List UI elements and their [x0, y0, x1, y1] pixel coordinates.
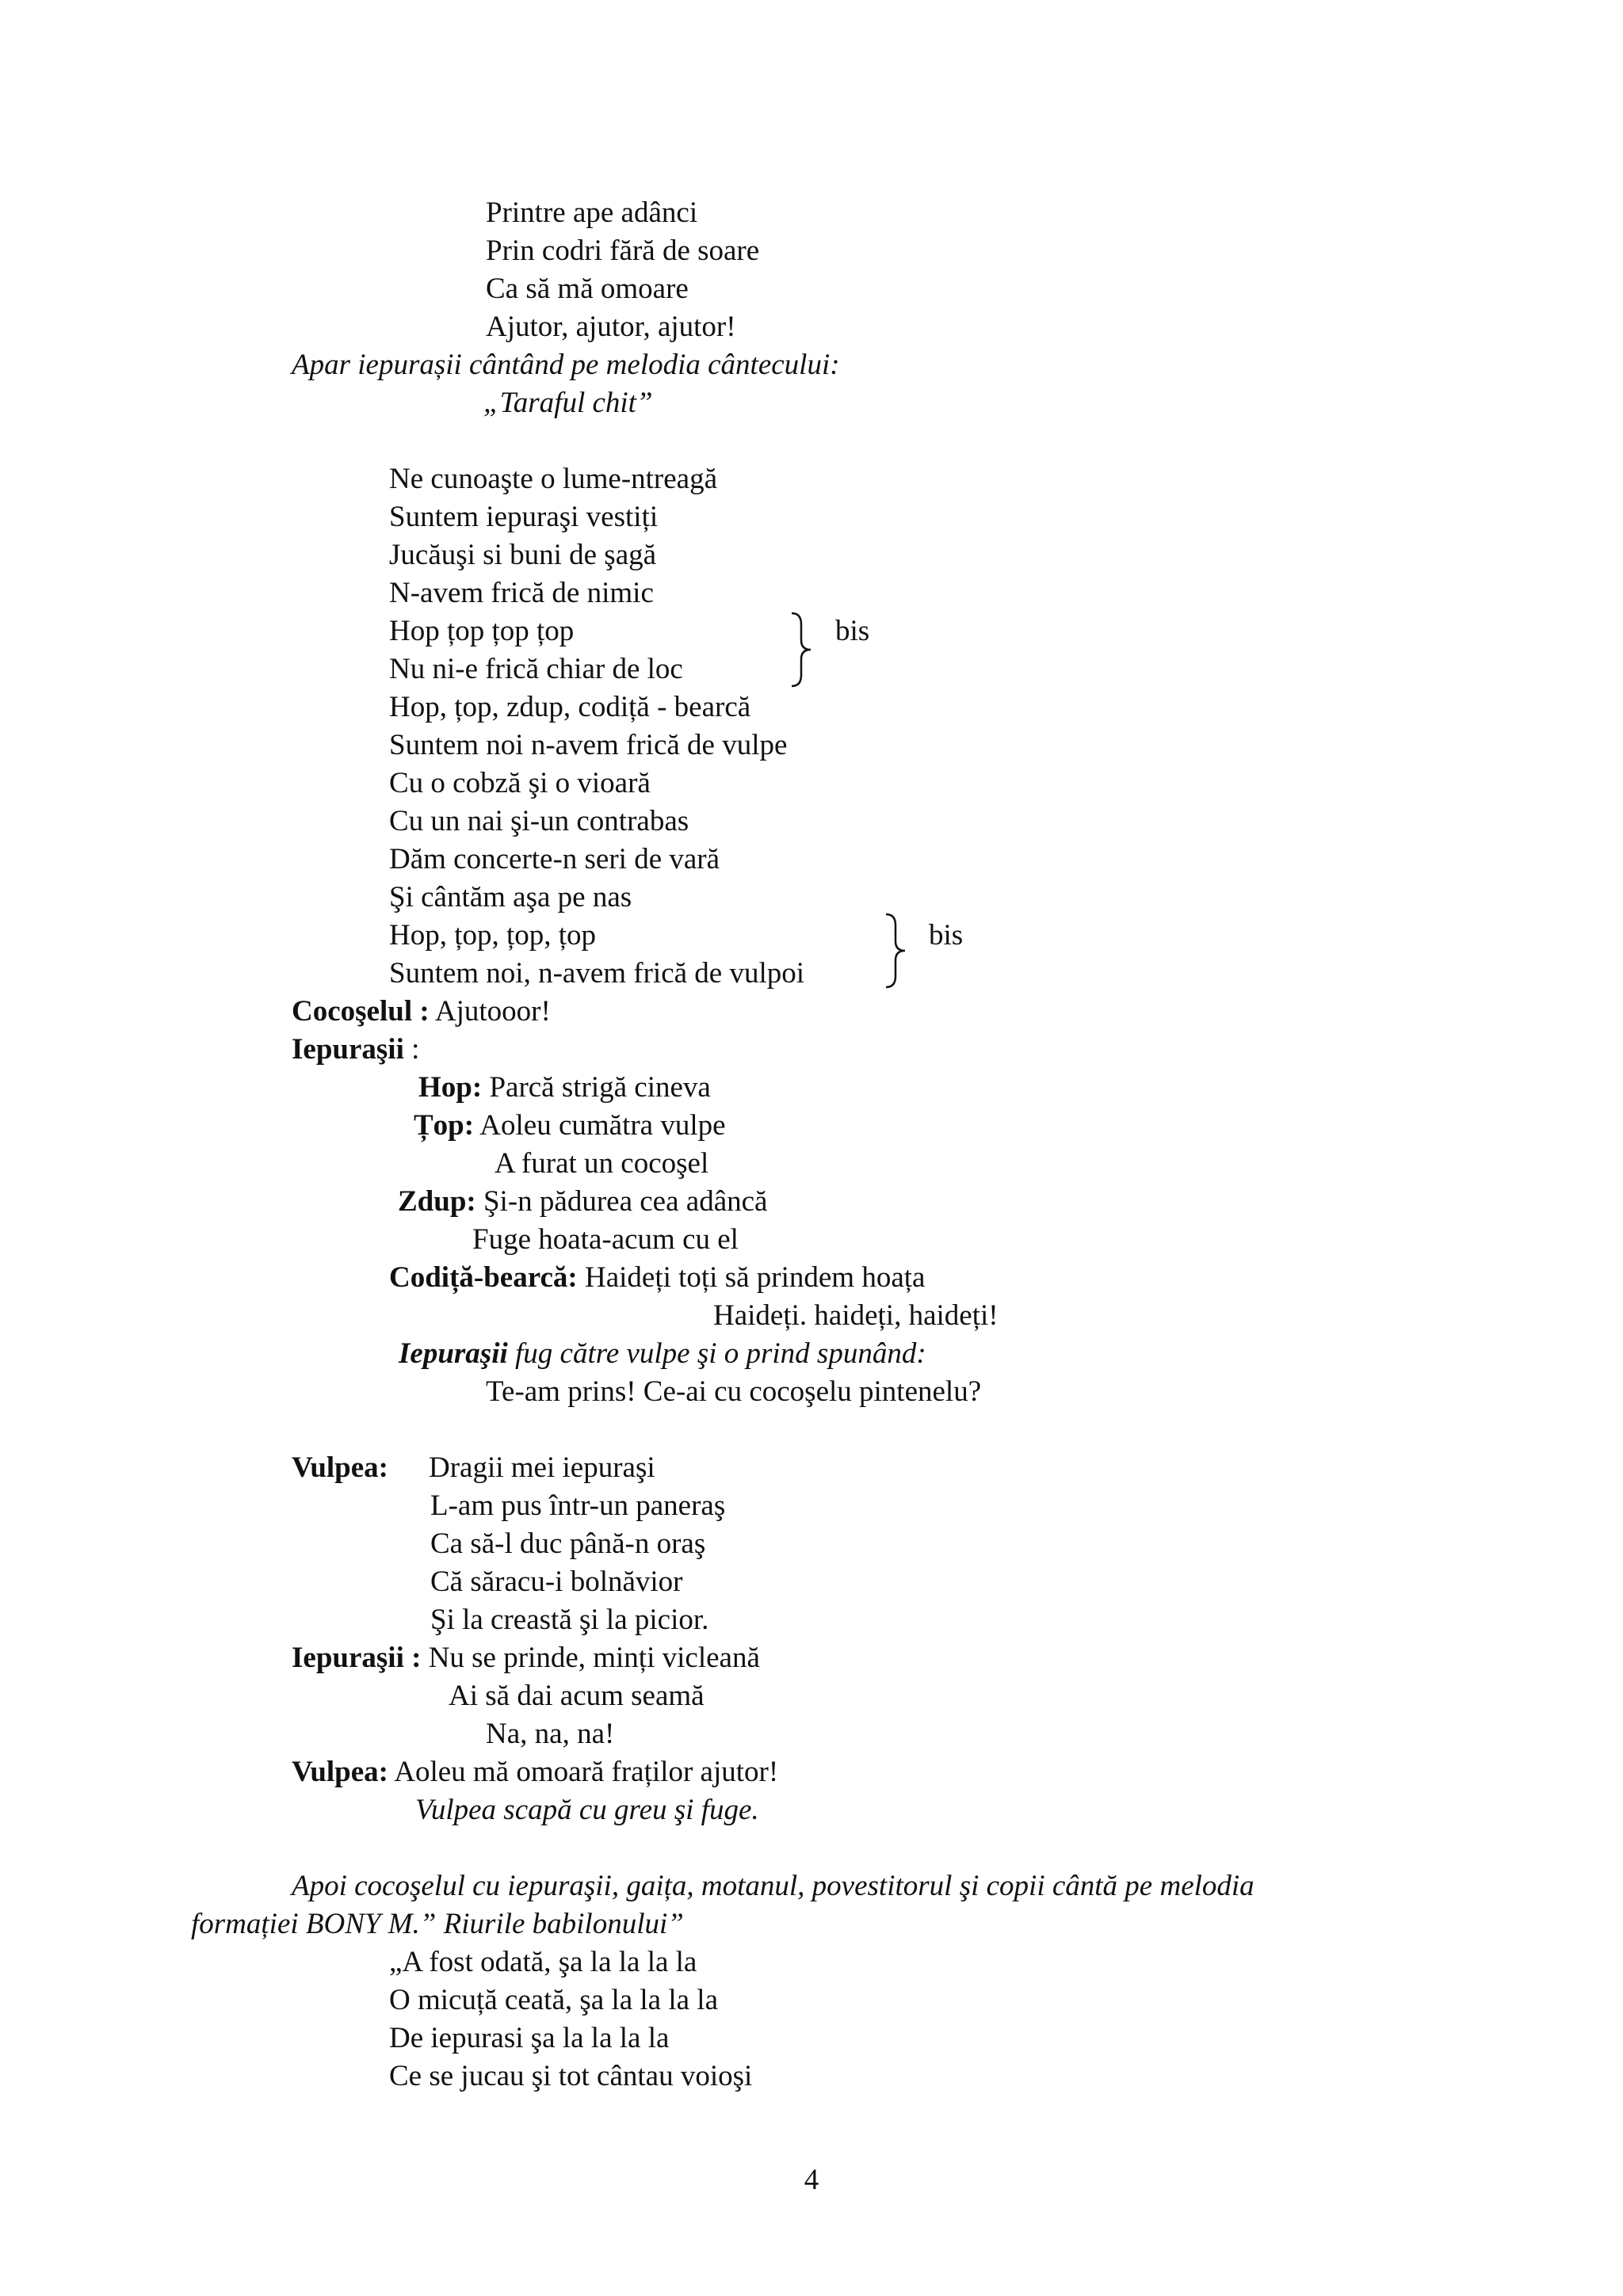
song-line: Cu un nai şi-un contrabas	[389, 805, 689, 837]
speaker-name: Zdup:	[398, 1185, 476, 1218]
stage-direction: Vulpea scapă cu greu şi fuge.	[415, 1794, 759, 1826]
verse-line: Prin codri fără de soare	[486, 235, 760, 267]
song-line: N-avem frică de nimic	[389, 577, 654, 609]
dialogue-text: Aoleu cumătra vulpe	[474, 1109, 726, 1142]
song-line: Şi cântăm aşa pe nas	[389, 881, 632, 913]
stage-direction: formației BONY M.” Riurile babilonului”	[191, 1908, 684, 1940]
repeat-mark: bis	[835, 615, 870, 647]
song-line: Ne cunoaşte o lume-ntreagă	[389, 463, 718, 495]
brace-icon	[883, 911, 915, 990]
speaker-name: Codiță-bearcă:	[389, 1261, 578, 1294]
speaker-name: Iepuraşii	[399, 1337, 508, 1370]
dialogue-line	[292, 1032, 419, 1067]
dialogue-line	[292, 994, 551, 1029]
song-line: Hop, țop, zdup, codiță - bearcă	[389, 691, 751, 723]
song-line: O micuță ceată, şa la la la la	[389, 1984, 719, 2016]
stage-direction: Apar iepurașii cântând pe melodia cântecului:	[292, 349, 840, 381]
stage-direction	[399, 1337, 926, 1371]
speaker-name: Vulpea:	[292, 1756, 389, 1788]
verse-line: Ca să mă omoare	[486, 273, 689, 305]
speaker-name: Cocoşelul :	[292, 995, 430, 1028]
dialogue-line: Şi la creastă şi la picior.	[430, 1604, 709, 1636]
dialogue-line	[418, 1070, 711, 1105]
dialogue-line: Că săracu-i bolnăvior	[430, 1566, 683, 1598]
song-line: Hop țop țop țop	[389, 615, 575, 647]
verse-line: Printre ape adânci	[486, 196, 698, 229]
dialogue-text: Aoleu mă omoară fraților ajutor!	[388, 1756, 779, 1788]
song-line: Nu ni-e frică chiar de loc	[389, 653, 683, 685]
dialogue-text: Haideți toți să prindem hoața	[577, 1261, 926, 1294]
dialogue-line	[398, 1184, 767, 1219]
dialogue-line: Haideți. haideți, haideți!	[713, 1299, 999, 1332]
song-line: De iepurasi şa la la la la	[389, 2022, 670, 2054]
dialogue-line	[292, 1641, 760, 1676]
verse-line: Ajutor, ajutor, ajutor!	[486, 311, 736, 343]
dialogue-line: Ca să-l duc până-n oraş	[430, 1527, 706, 1560]
song-line: Suntem noi, n-avem frică de vulpoi	[389, 957, 805, 990]
song-line: Hop, țop, țop, țop	[389, 919, 597, 952]
dialogue-text: Nu se prinde, minți vicleană	[421, 1642, 760, 1674]
speaker-name: Iepuraşii	[292, 1033, 404, 1066]
dialogue-line: L-am pus într-un paneraş	[430, 1489, 726, 1522]
dialogue-line	[292, 1755, 778, 1790]
stage-text: fug către vulpe şi o prind spunând:	[507, 1337, 926, 1370]
dialogue-line: Te-am prins! Ce-ai cu cocoşelu pintenelu?	[486, 1375, 982, 1408]
brace-icon	[789, 610, 820, 689]
song-line: Suntem noi n-avem frică de vulpe	[389, 729, 788, 761]
dialogue-text: :	[403, 1033, 420, 1066]
speaker-name: Vulpea:	[292, 1451, 389, 1484]
dialogue-line	[389, 1261, 925, 1295]
song-line: „A fost odată, şa la la la la	[389, 1946, 697, 1978]
stage-direction: Apoi cocoşelul cu iepuraşii, gaița, motanul, povestitorul şi copii cântă pe melodia	[292, 1870, 1254, 1902]
dialogue-line: A furat un cocoşel	[495, 1147, 709, 1180]
dialogue-line: Dragii mei iepuraşi	[429, 1451, 655, 1484]
song-title: „Taraful chit”	[483, 387, 653, 419]
song-line: Suntem iepuraşi vestiți	[389, 501, 659, 533]
dialogue-line	[414, 1108, 726, 1143]
dialogue-line: Ai să dai acum seamă	[449, 1680, 705, 1712]
repeat-mark: bis	[929, 919, 964, 952]
song-line: Cu o cobză şi o vioară	[389, 767, 651, 799]
song-line: Jucăuşi si buni de şagă	[389, 539, 657, 571]
page-number: 4	[804, 2164, 819, 2196]
song-line: Ce se jucau şi tot cântau voioşi	[389, 2060, 753, 2092]
dialogue-text: Ajutooor!	[429, 995, 551, 1028]
dialogue-text: Şi-n pădurea cea adâncă	[475, 1185, 768, 1218]
speaker-name: Iepuraşii :	[292, 1642, 422, 1674]
song-line: Dăm concerte-n seri de vară	[389, 843, 720, 875]
dialogue-line: Na, na, na!	[486, 1718, 615, 1750]
dialogue-text: Parcă strigă cineva	[482, 1071, 711, 1104]
dialogue-line: Fuge hoata-acum cu el	[472, 1223, 739, 1256]
speaker-name: Țop:	[414, 1109, 475, 1142]
speaker-name: Hop:	[418, 1071, 483, 1104]
